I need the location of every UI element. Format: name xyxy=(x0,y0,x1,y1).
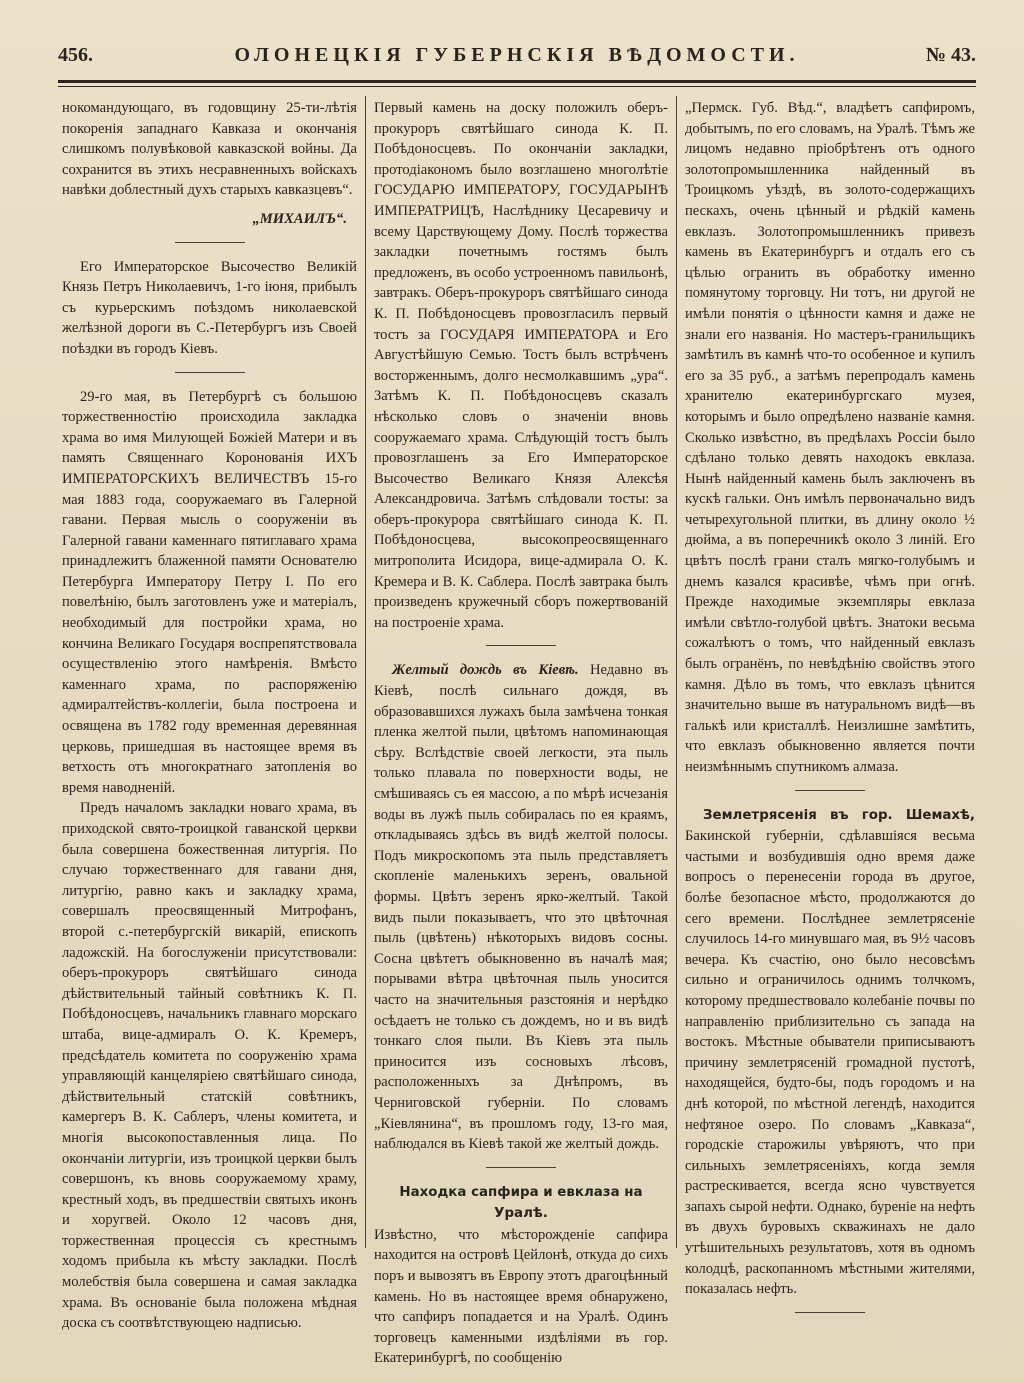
column-1 xyxy=(62,98,357,1348)
column-2 xyxy=(374,98,669,1367)
heading-sapphire-text: Находка сапфира и евклаза на Уралѣ. xyxy=(399,1184,643,1222)
heading-sapphire xyxy=(374,1182,668,1225)
article-temple-foundation: 29-го мая, въ Петербургѣ съ большою торжественностію происходила закладка храма во имя Милующей Божіей Матери и въ память Священнаго Коронованія ИХЪ ИМПЕРАТОРСКИХЪ ВЕЛИЧЕСТВЪ 15-го мая 1883 года, сооружаемаго въ Галерной гавани. Первая мысль о сооруженіи въ Галерной гавани каменнаго пятиглаваго храма принадлежитъ блаженной памяти Основателю Петербурга Императору Петру I. По его повелѣнію, былъ заготовленъ уже и матеріалъ, необходимый для постройки храма, но кончина Великаго Государя воспрепятствовала осуществленію этого намѣренія. Вмѣсто каменнаго храма, по распоряженію адмиралтействъ-коллегіи, была построена и освящена въ 1782 году временная деревянная церковь, пришедшая въ настоящее время въ ветхость отъ многократнаго затопленія во время наводненій. xyxy=(62,388,357,796)
column-3 xyxy=(685,98,975,1348)
heading-shemakha: Землетрясенія въ гор. Шемахѣ, xyxy=(703,807,975,823)
article-yellow-rain xyxy=(374,660,668,1154)
article-temple-continued: Первый камень на доску положилъ оберъ-прокуроръ святѣйшаго синода К. П. Побѣдоносцевъ. По окончаніи закладки, протодіакономъ было возглашено многолѣтіе ГОСУДАРЮ ИМПЕРАТОРУ, ГОСУДАРЫНѢ ИМПЕРАТРИЦѢ, Наслѣднику Цесаревичу и всему Царствующему Дому. Послѣ торжества закладки почетнымъ гостямъ былъ предложенъ, въ особо устроенномъ павильонѣ, завтракъ. Оберъ-прокуроръ святѣйшаго синода К. П. Побѣдоносцевъ провозгласилъ первый тостъ за ГОСУДАРЯ ИМПЕРАТОРА и Его Августѣйшую Семью. Тостъ былъ встрѣченъ восторженнымъ, долго несмолкавшимъ „ура“. Затѣмъ К. П. Побѣдоносцевъ сказалъ нѣсколько словъ о значеніи вновь сооружаемаго храма. Слѣдующій тостъ былъ провозглашенъ за Его Императорское Высочество Великаго Князя Алексѣя Александровича. Затѣмъ слѣдовали тосты: за оберъ-прокурора святѣйшаго синода К. П. Побѣдоносцева, высокопреосвященнаго митрополита Исидора, вице-адмирала О. К. Кремера и В. К. Саблера. Послѣ завтрака былъ произведенъ кружечный сборъ пожертвованій на построеніе храма. xyxy=(374,100,668,631)
newspaper-title: ОЛОНЕЦКІЯ ГУБЕРНСКІЯ ВѢДОМОСТИ. xyxy=(234,44,800,66)
yellow-rain-text: Недавно въ Кіевѣ, послѣ сильнаго дождя, въ образовавшихся лужахъ была замѣчена тонкая пленка желтой пыли, цвѣтомъ напоминающая сѣру. Вслѣдствіе своей легкости, эта пыль только плавала по поверхности воды, не смѣшиваясь съ ея массою, а по мѣрѣ исчезанія воды въ лужѣ пыль собиралась по ея краямъ, откладываясь здѣсь въ видѣ желтой полосы. Подъ микроскопомъ эта пыль представляетъ скопленіе маленькихъ зеренъ, овальной формы. Цвѣтъ зеренъ ярко-желтый. Такой видъ пыли показываетъ, что это цвѣточная пыль (цвѣтень) нѣкоторыхъ видовъ сосны. Сосна цвѣтетъ обыкновенно въ началѣ мая; порывами вѣтра цвѣточная пыль уносится часто на значительныя разстоянія и нерѣдко осѣдаетъ не только съ дождемъ, но и въ видѣ тонкаго слоя пыли. Въ Кіевъ эта пыль приносится изъ сосновыхъ лѣсовъ, расположенныхъ за Днѣпромъ, въ Черниговской губерніи. По словамъ „Кіевлянина“, въ прошломъ году, 13-го мая, наблюдался въ Кіевѣ такой же желтый дождь. xyxy=(374,662,669,1153)
column-divider-1 xyxy=(365,96,366,1248)
article-sapphire: Извѣстно, что мѣсторожденіе сапфира находится на островѣ Цейлонѣ, откуда до сихъ поръ и вывозятъ въ Европу этотъ драгоцѣнный камень. Но въ настоящее время обнаружено, что сапфиръ попадается и на Уралѣ. Одинъ торговецъ каменными издѣліями въ гор. Екатеринбургѣ, по сообщенію xyxy=(374,1226,668,1367)
separator-rule xyxy=(175,372,245,373)
separator-rule xyxy=(486,645,556,646)
separator-rule xyxy=(795,790,865,791)
column-divider-2 xyxy=(676,96,677,1248)
telegram-ending: нокомандующаго, въ годовщину 25-ти-лѣтія покоренія западнаго Кавказа и окончанія слишкомъ полувѣковой кавказской войны. Да сохранится въ этихъ несравненныхъ войскахъ навѣки доблестный духъ старыхъ кавказцевъ“. xyxy=(62,100,357,199)
issue-number: № 43. xyxy=(925,44,976,66)
article-temple-liturgy: Предъ началомъ закладки новаго храма, въ приходской свято-троицкой гаванской церкви была совершена божественная литургія. По случаю торжественнаго для гавани дня, литургію, равно какъ и закладку храма, совершалъ преосвященный Митрофанъ, второй с.-петербургскій викарій, епископъ ладожскій. На богослуженіи присутствовали: оберъ-прокуроръ святѣйшаго синода дѣйствительный тайный совѣтникъ К. П. Побѣдоносцевъ, начальникъ главнаго морскаго штаба, вице-адмиралъ О. К. Кремеръ, предсѣдатель комитета по сооруженію храма управляющій канцеляріею святѣйшаго синода, дѣйствительный статскій совѣтникъ, камергеръ В. К. Саблеръ, члены комитета, и многія высокопоставленныя лица. По окончаніи литургіи, изъ троицкой церкви былъ совершонъ, къ вновь сооружаемому храму, крестный ходъ, въ предшествіи святыхъ иконъ и хоругвей. Около 12 часовъ дня, торжественная процессія съ крестнымъ ходомъ прибыла къ мѣсту закладки. Послѣ молебствія была совершена и самая закладка храма. Въ основаніе была положена мѣдная доска съ соотвѣтствующею надписью. xyxy=(62,800,357,1332)
article-shemakha-earthquakes xyxy=(685,805,975,1300)
separator-rule xyxy=(175,242,245,243)
article-grand-duke-petr: Его Императорское Высочество Великій Князь Петръ Николаевичъ, 1-го іюня, прибылъ съ курьерскимъ поѣздомъ николаевской желѣзной дороги въ С.-Петербургъ изъ Своей поѣздки въ городъ Кіевъ. xyxy=(62,258,357,357)
separator-rule xyxy=(486,1167,556,1168)
page-number: 456. xyxy=(58,44,93,66)
page-header xyxy=(58,44,976,74)
heading-yellow-rain: Желтый дождь въ Кіевѣ. xyxy=(392,662,579,679)
separator-rule xyxy=(795,1312,865,1313)
article-sapphire-continued: „Пермск. Губ. Вѣд.“, владѣетъ сапфиромъ, добытымъ, по его словамъ, на Уралѣ. Тѣмъ же лицомъ недавно пріобрѣтенъ отъ одного золотопромышленника найденный въ Троицкомъ уѣздѣ, въ золото-содержащихъ пескахъ, очень цѣнный и рѣдкій камень евклазъ. Золотопромышленникъ привезъ камень въ Екатеринбургъ и отдалъ его съ цѣлью огранить въ обработку именно помянутому торговцу. Ни тотъ, ни другой не имѣли понятія о цѣнности камня и даже не знали его названія. Но мастеръ-гранильщикъ замѣтилъ въ камнѣ что-то особенное и купилъ его за 35 руб., а затѣмъ перепродалъ камень хранителю екатеринбургскаго музея, которымъ и было опредѣлено названіе камня. Сколько извѣстно, въ предѣлахъ Россіи было сдѣлано только девять находокъ евклаза. Нынѣ найденный камень былъ заключенъ въ кускѣ гальки. Онъ имѣлъ первоначально видъ четырехугольной плитки, въ длину около ½ дюйма, а въ поперечникѣ около 3 линій. Его цвѣтъ послѣ грани сталъ мягко-голубымъ и днемъ казался красивѣе, чѣмъ при огнѣ. Прежде находимые экземпляры евклаза имѣли свѣтло-голубой цвѣтъ. Знатоки весьма сожалѣютъ о томъ, что найденный евклазъ былъ огранёнъ, по невѣдѣнію свойствъ этого камня. Дѣло въ томъ, что евклазъ цѣнится значительно выше въ натуральномъ видѣ—въ галькѣ или кристаллѣ. Неизлишне замѣтить, что евклазъ обыкновенно является почти неизмѣннымъ спутникомъ алмаза. xyxy=(685,100,975,775)
signature-mikhail: „МИХАИЛЪ“. xyxy=(252,210,347,227)
header-rule-thick xyxy=(58,80,976,83)
header-rule-thin xyxy=(58,86,976,87)
shemakha-text: Бакинской губерніи, сдѣлавшіяся весьма частыми и возбудившія одно время даже вопросъ о перенесеніи города въ другое, болѣе безопасное мѣсто, продолжаются до сего времени. Послѣднее землетрясеніе случилось 14-го минувшаго мая, въ 9½ часовъ вечера. Къ счастію, оно было несовсѣмъ сильно и ограничилось однимъ толчкомъ, которому предшествовало колебаніе почвы по направленію приблизительно съ запада на востокъ. Мѣстные обыватели приписываютъ причину землетрясеній громадной пустотѣ, находящейся, будто-бы, подъ городомъ и на днѣ которой, по мѣстной легендѣ, находится нефтяное озеро. По словамъ „Кавказа“, городскіе старожилы увѣряютъ, что при сильныхъ землетрясеніяхъ, когда земля растрескивается, всегда ясно чувствуется запахъ сырой нефти. Однако, буреніе на нефть въ двухъ буровыхъ скважинахъ не дало утѣшительныхъ результатовъ, хотя въ одномъ колодцѣ, раскопанномъ мѣстными жителями, показалась нефть. xyxy=(685,828,975,1298)
